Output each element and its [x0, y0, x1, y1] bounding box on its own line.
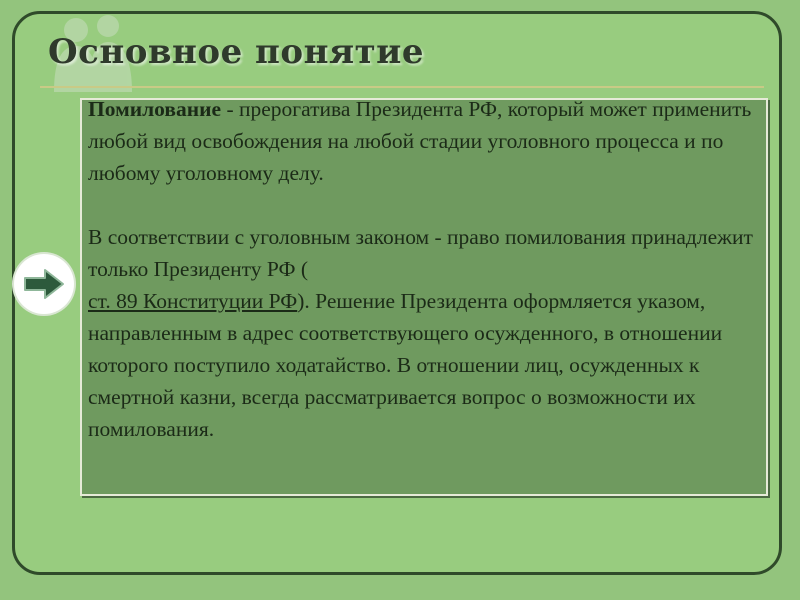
right-arrow-icon	[23, 268, 65, 300]
title-divider	[40, 86, 764, 88]
law-text-before-link: В соответствии с уголовным законом - право помилования принадлежит только Президенту РФ (	[88, 225, 753, 281]
definition-paragraph	[88, 93, 763, 189]
constitution-link[interactable]: ст. 89 Конституции РФ	[88, 289, 298, 313]
term-label: Помилование	[88, 97, 222, 121]
slide-title: Основное понятие	[48, 32, 425, 72]
definition-text: - прерогатива Президента РФ, который может применить любой вид освобождения на любой стадии уголовного процесса и по любому уголовному делу.	[88, 97, 752, 185]
content-text	[88, 93, 763, 445]
law-text-after-link: ). Решение Президента оформляется указом, направленным в адрес соответствующего осужденного, в отношении которого поступило ходатайство. В отношении лиц, осужденных к смертной казни, всегда рассматривается вопрос о возможности их помилования.	[88, 289, 723, 441]
paragraph-gap	[88, 189, 763, 221]
law-paragraph	[88, 221, 763, 445]
next-slide-button[interactable]	[14, 254, 74, 314]
